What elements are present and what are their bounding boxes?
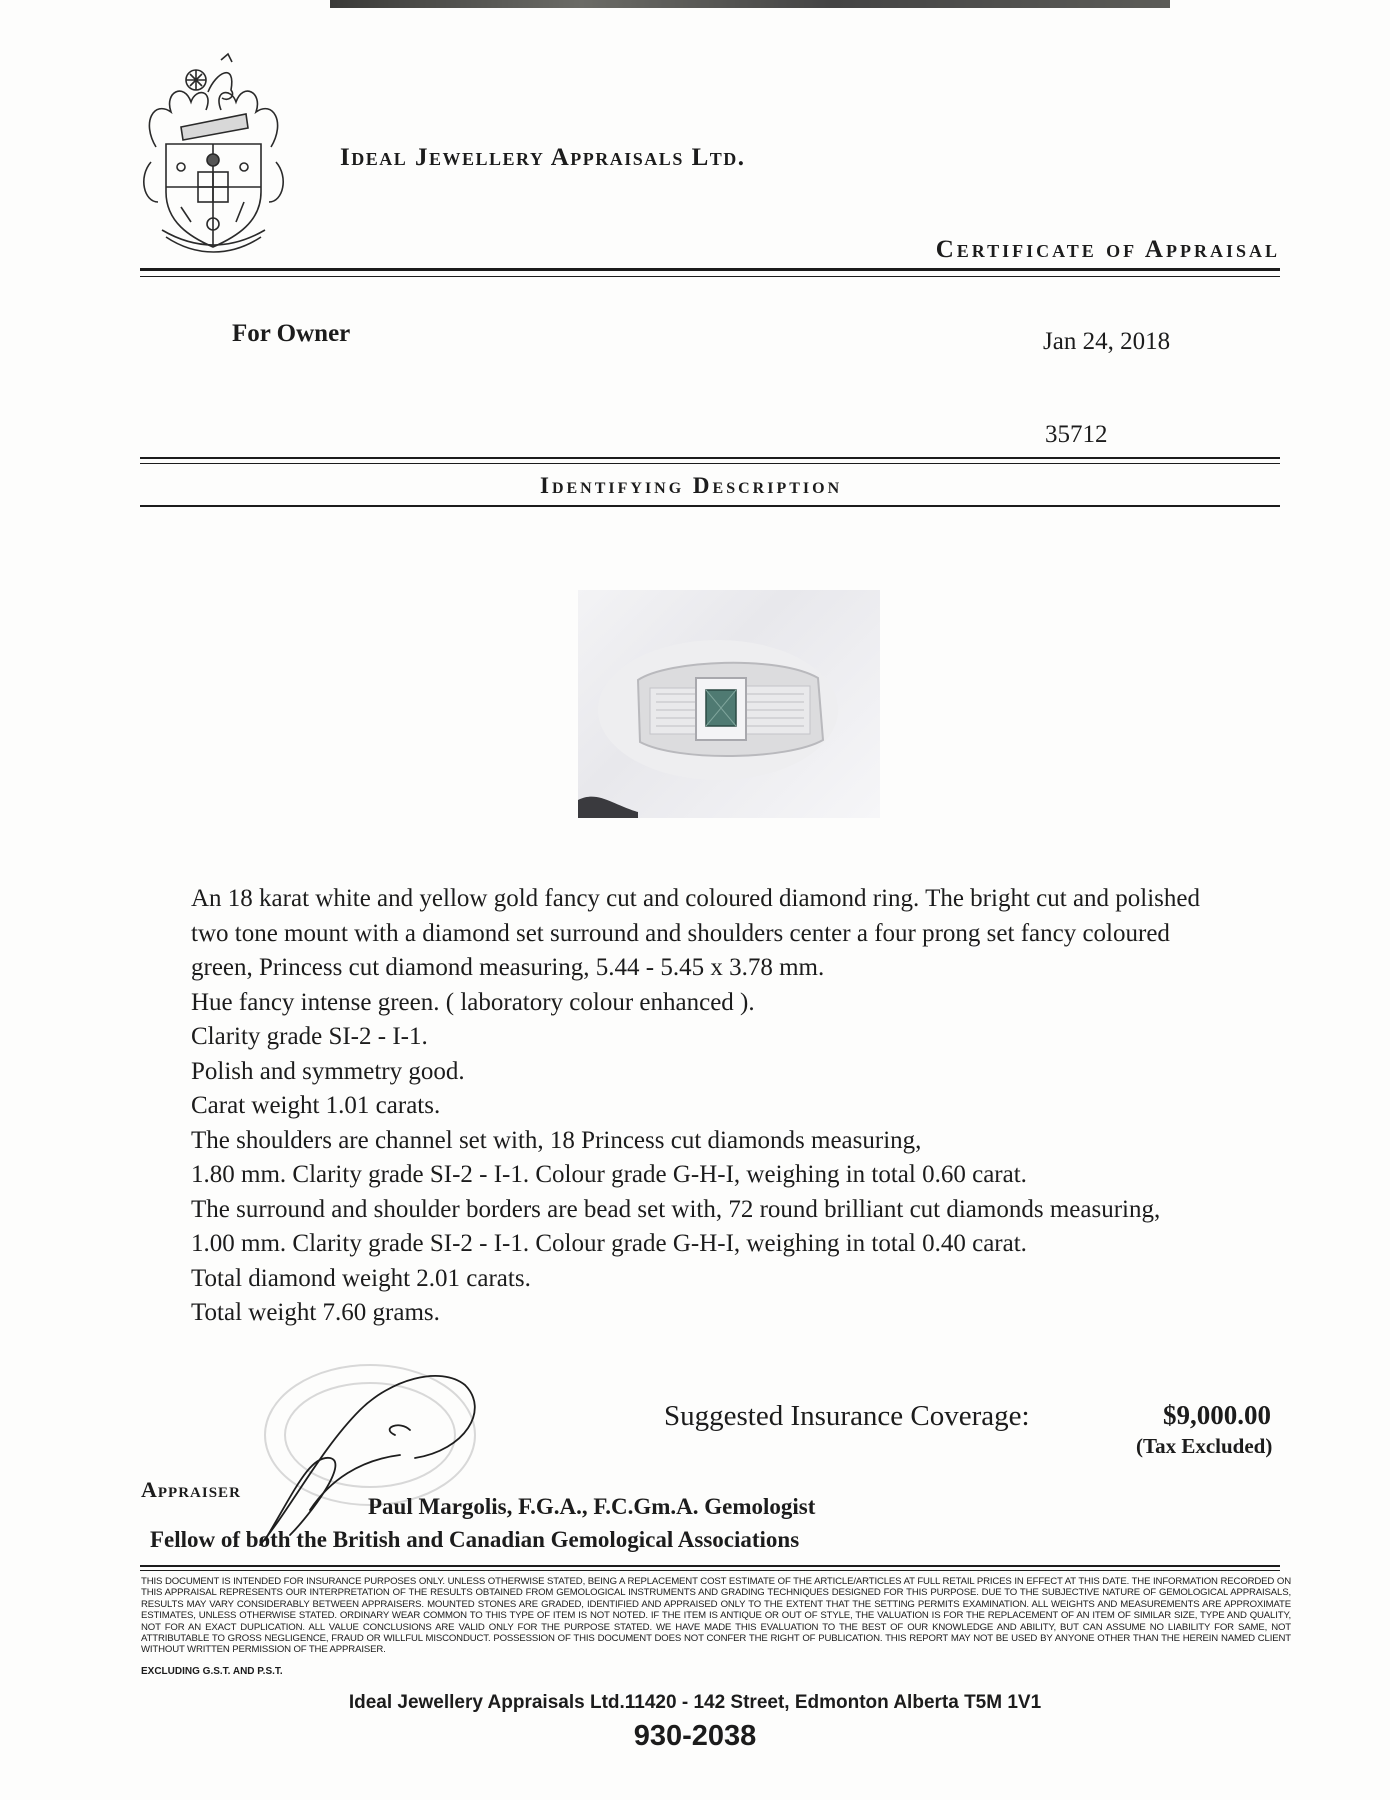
ring-photo-icon bbox=[578, 590, 880, 818]
header-divider-thin bbox=[140, 276, 1280, 277]
header-divider bbox=[140, 268, 1280, 271]
tax-note: (Tax Excluded) bbox=[1136, 1434, 1273, 1458]
appraiser-fellowship: Fellow of both the British and Canadian Gemological Associations bbox=[150, 1527, 800, 1552]
description-line: Polish and symmetry good. bbox=[191, 1057, 465, 1085]
description-line: Hue fancy intense green. ( laboratory colour enhanced ). bbox=[191, 988, 755, 1016]
signature-icon bbox=[250, 1340, 560, 1560]
reference-number: 35712 bbox=[1045, 421, 1108, 448]
item-description bbox=[191, 882, 1321, 1331]
top-edge-strip bbox=[330, 0, 1170, 8]
section-divider-bottom bbox=[140, 505, 1280, 507]
phone-number: 930-2038 bbox=[633, 1720, 757, 1752]
description-line: 1.80 mm. Clarity grade SI-2 - I-1. Colour grade G-H-I, weighing in total 0.60 carat. bbox=[191, 1161, 1027, 1188]
certificate-title: Certificate of Appraisal bbox=[935, 236, 1280, 263]
insurance-label: Suggested Insurance Coverage: bbox=[664, 1400, 1030, 1432]
company-name: Ideal Jewellery Appraisals Ltd. bbox=[340, 144, 746, 171]
description-line: Total weight 7.60 grams. bbox=[191, 1299, 440, 1326]
tax-exclusion-note: EXCLUDING G.S.T. AND P.S.T. bbox=[141, 1666, 283, 1677]
section-title: Identifying Description bbox=[540, 473, 843, 498]
appraiser-label: Appraiser bbox=[141, 1477, 241, 1502]
description-line: 1.00 mm. Clarity grade SI-2 - I-1. Colour grade G-H-I, weighing in total 0.40 carat. bbox=[191, 1230, 1027, 1257]
insurance-value: $9,000.00 bbox=[1163, 1400, 1271, 1430]
owner-label: For Owner bbox=[232, 320, 351, 347]
ring-photo bbox=[578, 590, 880, 818]
section-divider-top bbox=[140, 457, 1280, 459]
section-divider-top-thin bbox=[140, 463, 1280, 464]
description-line: Total diamond weight 2.01 carats. bbox=[191, 1264, 531, 1292]
description-line: green, Princess cut diamond measuring, 5.44 - 5.45 x 3.78 mm. bbox=[191, 954, 825, 981]
description-line: Clarity grade SI-2 - I-1. bbox=[191, 1023, 428, 1050]
disclaimer-divider bbox=[140, 1565, 1280, 1567]
coat-of-arms-icon bbox=[136, 52, 291, 262]
disclaimer-divider-thin bbox=[140, 1570, 1280, 1571]
description-line: The surround and shoulder borders are bead set with, 72 round brilliant cut diamonds measuring, bbox=[191, 1195, 1161, 1223]
company-address: Ideal Jewellery Appraisals Ltd.11420 - 142 Street, Edmonton Alberta T5M 1V1 bbox=[348, 1692, 1042, 1713]
description-line: An 18 karat white and yellow gold fancy cut and coloured diamond ring. The bright cut and polished bbox=[191, 885, 1201, 912]
disclaimer-text: THIS DOCUMENT IS INTENDED FOR INSURANCE PURPOSES ONLY. UNLESS OTHERWISE STATED, BEING A REPLACEMENT COST ESTIMATE OF THE ARTICLE/ARTICLES AT FULL RETAIL PRICES IN EFFECT AT THIS DATE. THE INFORMATION RECORDED ON THIS APPRAISAL REPRESENTS OUR INTERPRETATION OF THE RESULTS OBTAINED FROM GEMOLOGICAL INSTRUMENTS AND GRADING TECHNIQUES DESIGNED FOR THIS PURPOSE. DUE TO THE SUBJECTIVE NATURE OF GEMOLOGICAL APPRAISALS, RESULTS MAY VARY CONSIDERABLY BETWEEN APPRAISERS. MOUNTED STONES ARE GRADED, IDENTIFIED AND APPRAISED ONLY TO THE EXTENT THAT THE SETTING PERMITS EXAMINATION. ALL WEIGHTS AND MEASUREMENTS ARE APPROXIMATE ESTIMATES, UNLESS OTHERWISE STATED. ORDINARY WEAR COMMON TO THIS TYPE OF ITEM IS NOT NOTED. IF THE ITEM IS ANTIQUE OR OUT OF STYLE, THE VALUATION IS FOR THE REPLACEMENT OF AN ITEM OF SIMILAR SIZE, TYPE AND QUALITY, NOT FOR AN EXACT DUPLICATION. ALL VALUE CONCLUSIONS ARE VALID ONLY FOR THE PURPOSE STATED. WE HAVE MADE THIS EVALUATION TO THE BEST OF OUR KNOWLEDGE AND ABILITY, BUT CAN ASSUME NO LIABILITY FOR SAME, NOT ATTRIBUTABLE TO GROSS NEGLIGENCE, FRAUD OR WILLFUL MISCONDUCT. POSSESSION OF THIS DOCUMENT DOES NOT CONFER THE RIGHT OF PUBLICATION. THIS REPORT MAY NOT BE USED BY ANYONE OTHER THAN THE HEREIN NAMED CLIENT WITHOUT WRITTEN PERMISSION OF THE APPRAISER. bbox=[141, 1576, 1291, 1656]
appraisal-date: Jan 24, 2018 bbox=[1043, 328, 1171, 355]
appraiser-name: Paul Margolis, F.G.A., F.C.Gm.A. Gemologist bbox=[368, 1494, 816, 1519]
description-line: Carat weight 1.01 carats. bbox=[191, 1092, 441, 1119]
description-line: The shoulders are channel set with, 18 Princess cut diamonds measuring, bbox=[191, 1126, 922, 1154]
description-line: two tone mount with a diamond set surround and shoulders center a four prong set fancy coloured bbox=[191, 919, 1170, 947]
